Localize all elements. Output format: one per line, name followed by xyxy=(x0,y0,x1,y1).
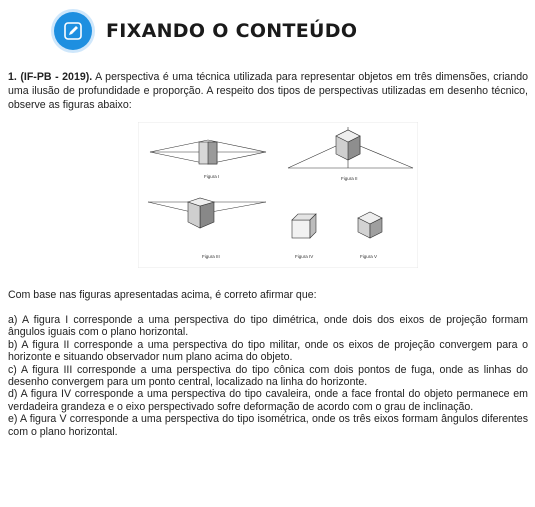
question-prompt: Com base nas figuras apresentadas acima, é correto afirmar que: xyxy=(8,289,317,301)
question-text: A perspectiva é uma técnica utilizada para representar objetos em três dimensões, criando uma ilusão de profundidade e proporção. A respeito dos tipos de perspectivas utilizadas em desenho técnico, observe as figuras abaixo: xyxy=(8,71,528,111)
figures-image xyxy=(138,122,418,268)
option-b[interactable]: b) A figura II corresponde a uma perspectiva do tipo militar, onde os eixos de projeção convergem para o horizonte e situando observador num plano acima do objeto. xyxy=(8,338,528,364)
option-c[interactable]: c) A figura III corresponde a uma perspectiva do tipo cônica com dois pontos de fuga, onde as linhas do desenho convergem para um ponto central, localizado na linha do horizonte. xyxy=(8,363,528,389)
figure-four-drawing xyxy=(292,214,316,238)
figure-label: Figura III xyxy=(202,254,220,259)
pencil-icon xyxy=(54,12,92,50)
page-title: FIXANDO O CONTEÚDO xyxy=(106,20,358,42)
option-d[interactable]: d) A figura IV corresponde a uma perspectiva do tipo cavaleira, onde a face frontal do objeto permanece em verdadeira grandeza e o eixo perspectivado sofre deformação de acordo com o grau de inclinação. xyxy=(8,388,528,413)
option-a[interactable]: a) A figura I corresponde a uma perspectiva do tipo dimétrica, onde dois dos eixos de projeção formam ângulos iguais com o plano horizontal. xyxy=(8,314,528,339)
section-header xyxy=(54,8,357,54)
question-statement xyxy=(8,70,528,112)
figure-label: Figura I xyxy=(204,174,220,179)
option-e[interactable]: e) A figura V corresponde a uma perspectiva do tipo isométrica, onde os três eixos formam ângulos diferentes com o plano horizontal. xyxy=(8,413,528,438)
figure-label: Figura V xyxy=(360,254,378,259)
figure-label: Figura II xyxy=(341,176,358,181)
answer-options xyxy=(8,314,528,438)
figure-five-drawing xyxy=(358,212,382,238)
question-number: 1. (IF-PB - 2019). xyxy=(8,71,93,83)
perspective-figures xyxy=(138,122,418,268)
figure-label: Figura IV xyxy=(295,254,314,259)
